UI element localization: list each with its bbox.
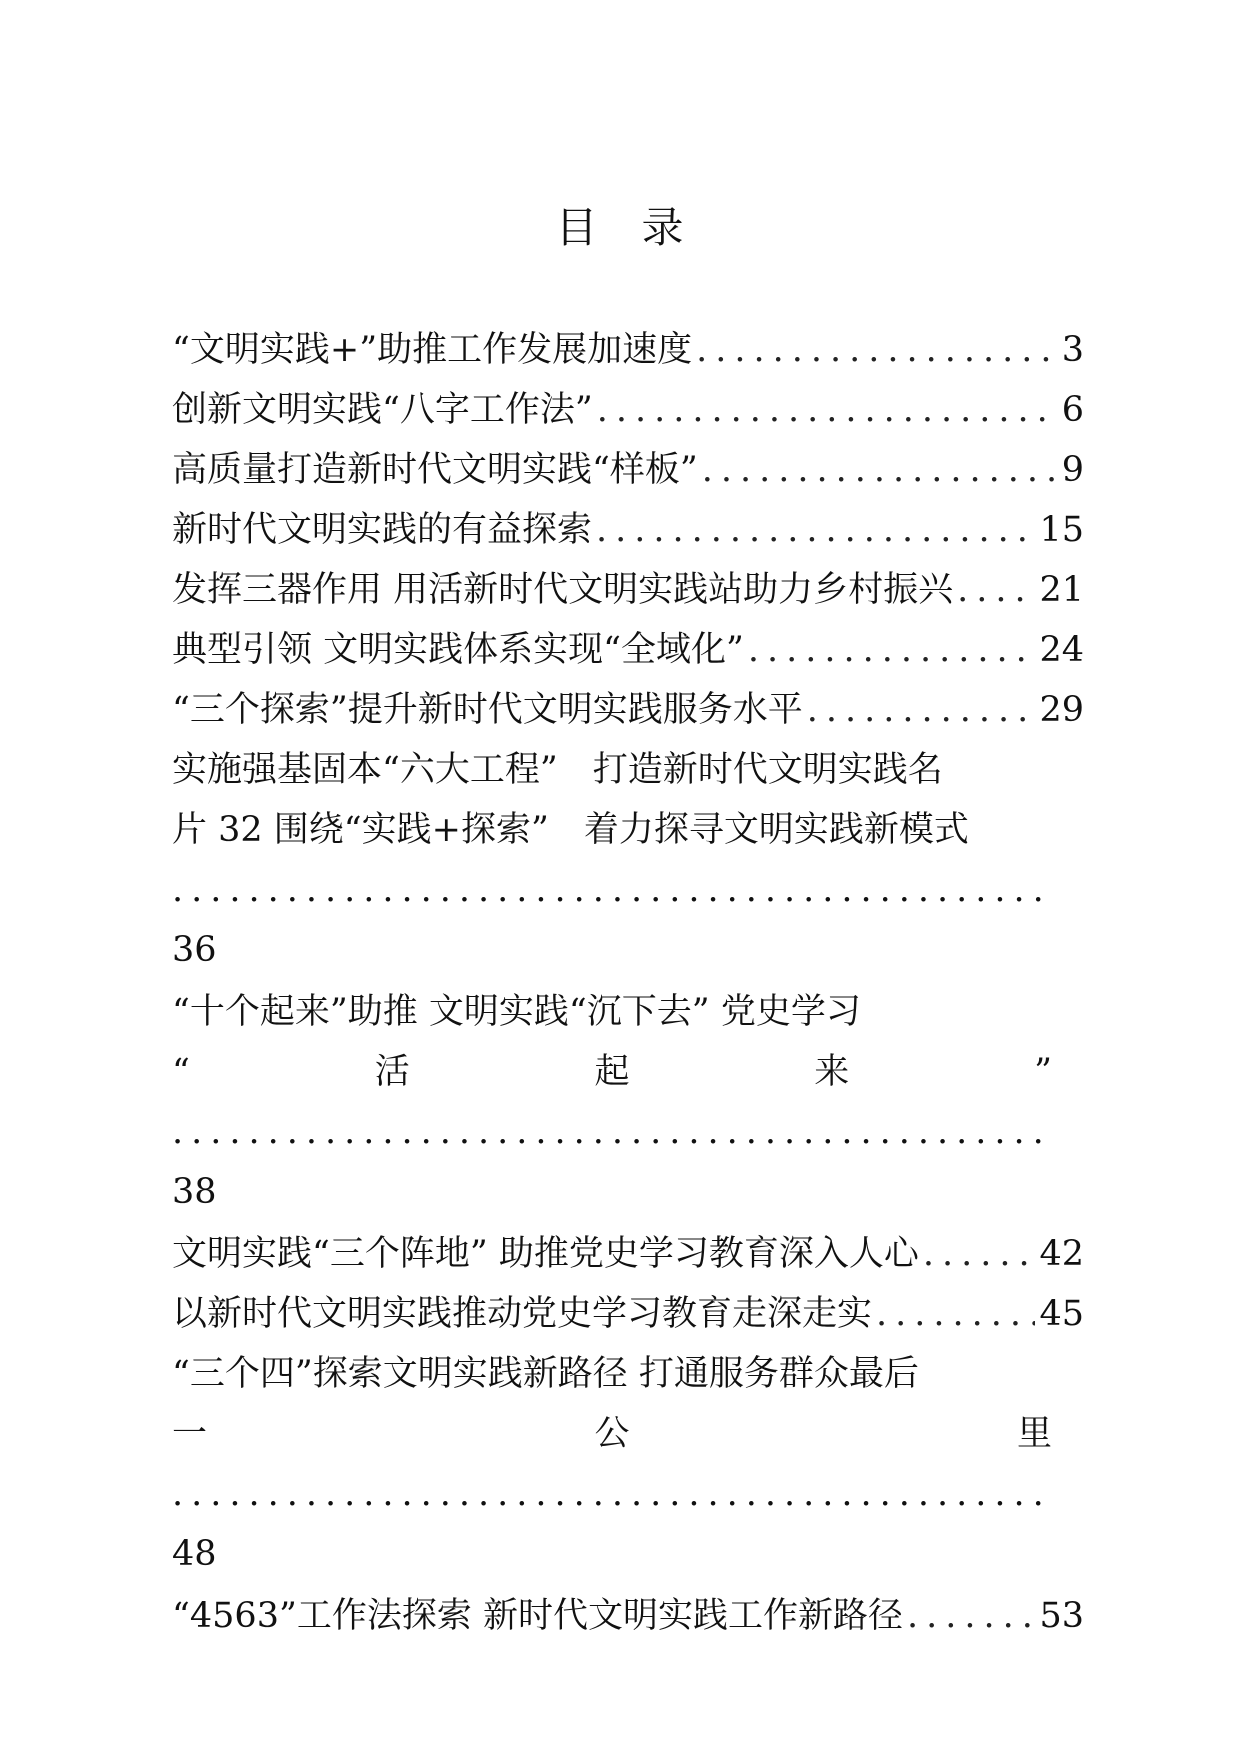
toc-entry[interactable] — [172, 1224, 1084, 1284]
dot-leader — [172, 860, 1052, 920]
toc-entry[interactable] — [172, 1586, 1084, 1646]
toc-entry-page: 3 — [1061, 330, 1084, 370]
toc-entry-page: 38 — [172, 1172, 217, 1212]
toc-entry[interactable] — [172, 500, 1084, 560]
toc-entry-title: 发挥三器作用 用活新时代文明实践站助力乡村振兴 — [172, 570, 954, 610]
dot-leader — [876, 1284, 1035, 1344]
toc-entry-line: 片 32 围绕“实践+探索” 着力探寻文明实践新模式 — [172, 810, 969, 850]
justified-char: ” — [1034, 1052, 1052, 1092]
toc-entry-page: 48 — [172, 1534, 217, 1574]
toc-entry[interactable] — [172, 380, 1084, 440]
toc-entry-line: “三个四”探索文明实践新路径 打通服务群众最后 — [172, 1354, 919, 1394]
toc-entry-line-justified — [172, 1042, 1052, 1102]
dot-leader — [696, 320, 1058, 380]
dot-leader — [957, 560, 1035, 620]
toc-entry-title: 创新文明实践“八字工作法” — [172, 390, 593, 430]
toc-entry-title: 以新时代文明实践推动党史学习教育走深走实 — [172, 1294, 873, 1334]
toc-entry-page: 9 — [1061, 450, 1084, 490]
page-title: 目 录 — [555, 203, 685, 252]
toc-entry-multiline[interactable] — [172, 1344, 1084, 1586]
table-of-contents — [172, 320, 1084, 1646]
dot-leader — [702, 440, 1058, 500]
toc-entry-page: 42 — [1039, 1234, 1084, 1274]
toc-entry-title: 新时代文明实践的有益探索 — [172, 510, 593, 550]
toc-entry-title: 文明实践“三个阵地” 助推党史学习教育深入人心 — [172, 1234, 919, 1274]
dot-leader — [172, 1102, 1052, 1162]
toc-entry-title: 典型引领 文明实践体系实现“全域化” — [172, 630, 744, 670]
toc-entry-title: “三个探索”提升新时代文明实践服务水平 — [172, 690, 803, 730]
dot-leader — [172, 1464, 1052, 1524]
toc-entry-page: 53 — [1039, 1596, 1084, 1636]
toc-entry-title: 高质量打造新时代文明实践“样板” — [172, 450, 698, 490]
toc-entry-page: 24 — [1039, 630, 1084, 670]
toc-entry-multiline[interactable] — [172, 982, 1084, 1224]
toc-entry-line-justified — [172, 1404, 1052, 1464]
toc-entry-title: “文明实践+”助推工作发展加速度 — [172, 330, 693, 370]
toc-entry[interactable] — [172, 440, 1084, 500]
justified-char: 里 — [1016, 1414, 1052, 1454]
toc-entry-page: 36 — [172, 930, 217, 970]
dot-leader — [923, 1224, 1036, 1284]
toc-entry-page: 29 — [1039, 690, 1084, 730]
justified-char: 起 — [594, 1052, 630, 1092]
toc-entry-page: 6 — [1061, 390, 1084, 430]
dot-leader — [596, 500, 1035, 560]
toc-entry[interactable] — [172, 620, 1084, 680]
toc-entry-line: 实施强基固本“六大工程” 打造新时代文明实践名 — [172, 750, 943, 790]
toc-entry[interactable] — [172, 320, 1084, 380]
justified-char: 来 — [814, 1052, 850, 1092]
justified-char: “ — [172, 1052, 190, 1092]
toc-entry-page: 21 — [1039, 570, 1084, 610]
toc-entry-page: 15 — [1039, 510, 1084, 550]
toc-entry[interactable] — [172, 560, 1084, 620]
toc-entry-page: 45 — [1039, 1294, 1084, 1334]
dot-leader — [597, 380, 1058, 440]
dot-leader — [807, 680, 1036, 740]
toc-entry-title: “4563”工作法探索 新时代文明实践工作新路径 — [172, 1596, 903, 1636]
dot-leader — [748, 620, 1036, 680]
toc-entry-line: “十个起来”助推 文明实践“沉下去” 党史学习 — [172, 992, 861, 1032]
toc-entry[interactable] — [172, 1284, 1084, 1344]
dot-leader — [907, 1586, 1035, 1646]
justified-char: 活 — [374, 1052, 410, 1092]
justified-char: 一 — [172, 1414, 208, 1454]
toc-entry-multiline[interactable] — [172, 740, 1084, 982]
toc-entry[interactable] — [172, 680, 1084, 740]
justified-char: 公 — [594, 1414, 630, 1454]
